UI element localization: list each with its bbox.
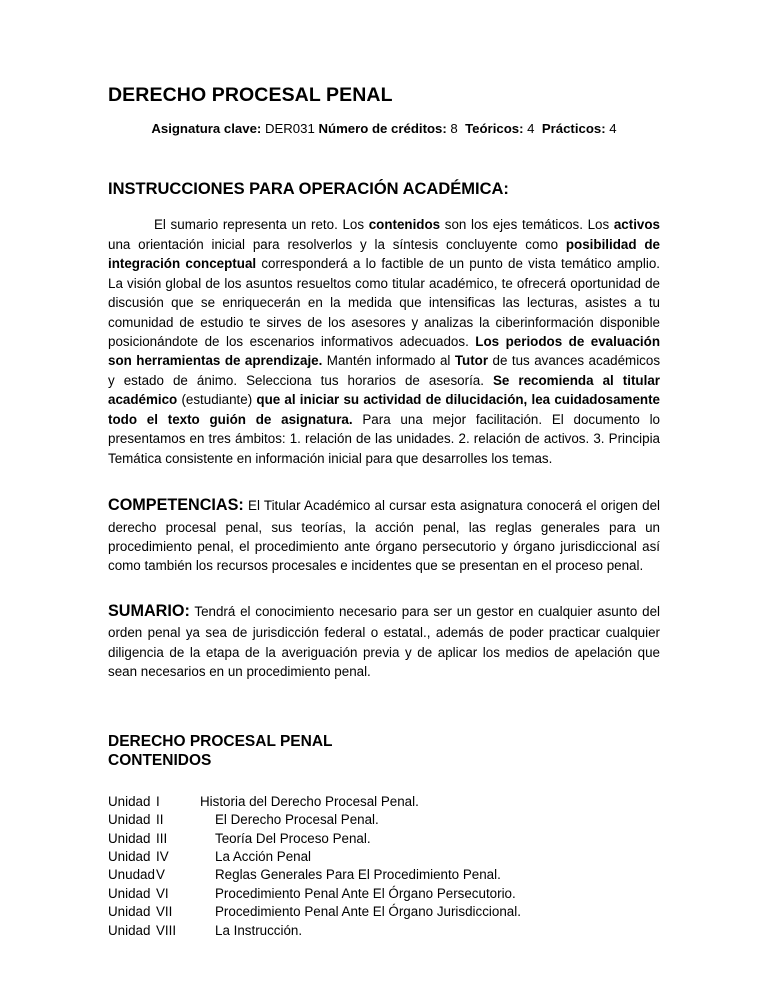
instr-bold-periodos: Los periodos de evaluación son herramientas de aprendizaje. xyxy=(108,334,660,369)
asignatura-clave-value-text: DER031 xyxy=(264,121,315,137)
list-item xyxy=(108,903,660,921)
list-item xyxy=(108,922,660,940)
practicos-value: 4 xyxy=(609,121,617,137)
unit-number: III xyxy=(156,830,168,846)
list-item xyxy=(108,866,660,884)
instr-text-2: son los ejes temáticos. Los xyxy=(440,217,614,233)
unit-number: IV xyxy=(156,849,169,865)
document-content xyxy=(108,0,660,940)
unit-title: Procedimiento Penal Ante El Órgano Persecutorio. xyxy=(215,885,516,901)
competencias-text: El Titular Académico al cursar esta asignatura conocerá el origen del derecho procesal penal, sus teorías, la acción penal, las reglas generales para un procedimiento penal, el procedimiento ante órgano persecutorio y órgano jurisdiccional así como también los recursos procesales e incidentes que se presentan en el proceso penal. xyxy=(108,498,660,574)
asignatura-clave-label: Asignatura clave: xyxy=(151,121,262,137)
instr-text-3: una orientación inicial para resolverlos y la síntesis concluyente como xyxy=(108,236,566,252)
practicos-label: Prácticos: xyxy=(541,121,606,137)
unit-word: Unudad xyxy=(108,867,155,883)
unit-number: II xyxy=(156,812,164,828)
contenidos-heading xyxy=(108,682,660,771)
unit-word: Unidad xyxy=(108,922,151,938)
list-item xyxy=(108,885,660,903)
unit-word: Unidad xyxy=(108,885,151,901)
instr-bold-tutor: Tutor xyxy=(454,353,489,369)
unit-word: Unidad xyxy=(108,830,151,846)
unit-number: VIII xyxy=(156,922,177,938)
sumario-label: SUMARIO: xyxy=(108,601,190,620)
sumario-paragraph xyxy=(108,576,660,682)
instr-text-8: Para una mejor facilitación. El documento lo presentamos en tres ámbitos: 1. relación de las unidades. 2. relación de activos. 3. Principia Temática consistente en información inicial para que desarrolles los temas. xyxy=(108,411,660,466)
creditos-value: 8 xyxy=(450,121,458,137)
list-item xyxy=(108,848,660,866)
instr-text-4: corresponderá a lo factible de un punto de vista temático amplio. La visión global de los asuntos resueltos como titular académico, te ofrecerá oportunidad de discusión que se enriquecerán en la medida que intensificas las lecturas, asistes a tu comunidad de estudio te sirves de los asesores y analizas la ciberinformación disponible posicionándote de los escenarios informativos adecuados. xyxy=(108,256,660,349)
list-item xyxy=(108,830,660,848)
unit-word: Unidad xyxy=(108,849,151,865)
instr-bold-recomienda: Se recomienda al titular académico xyxy=(108,372,660,408)
unit-number: VI xyxy=(156,885,169,901)
instrucciones-heading: INSTRUCCIONES PARA OPERACIÓN ACADÉMICA: xyxy=(108,179,509,198)
instrucciones-paragraph xyxy=(108,199,660,468)
instr-text-1: El sumario representa un reto. Los xyxy=(154,217,369,233)
page-title: DERECHO PROCESAL PENAL xyxy=(108,84,393,106)
unit-title: Historia del Derecho Procesal Penal. xyxy=(200,794,419,809)
unit-word: Unidad xyxy=(108,794,151,809)
list-item xyxy=(108,811,660,829)
creditos-label: Número de créditos: xyxy=(318,121,447,137)
unit-title: La Acción Penal xyxy=(215,849,312,865)
teoricos-value: 4 xyxy=(527,121,535,137)
contenidos-heading-line2: CONTENIDOS xyxy=(108,752,212,770)
unit-number: V xyxy=(156,867,165,883)
unit-title: Teoría Del Proceso Penal. xyxy=(215,830,371,846)
unit-title: Procedimiento Penal Ante El Órgano Jurisdiccional. xyxy=(215,904,521,920)
instr-bold-posibilidad: posibilidad de integración conceptual xyxy=(108,236,661,272)
instr-text-6: de tus avances académicos y estado de ánimo. Selecciona tus horarios de asesoría. xyxy=(108,353,661,388)
unit-title: Reglas Generales Para El Procedimiento Penal. xyxy=(215,867,501,883)
list-item xyxy=(108,793,660,811)
contenidos-heading-line1: DERECHO PROCESAL PENAL xyxy=(108,732,333,750)
teoricos-label: Teóricos: xyxy=(465,121,524,137)
instr-text-7: (estudiante) xyxy=(177,392,257,408)
instr-bold-contenidos: contenidos xyxy=(368,217,441,233)
instr-bold-actividad: que al iniciar su actividad de dilucidación, lea cuidadosamente todo el texto guión de asignatura. xyxy=(108,392,660,427)
competencias-label: COMPETENCIAS: xyxy=(108,496,244,515)
instr-bold-activos: activos xyxy=(613,217,660,233)
unit-title: El Derecho Procesal Penal. xyxy=(215,812,379,828)
unit-word: Unidad xyxy=(108,904,151,920)
unit-title: La Instrucción. xyxy=(215,922,303,938)
competencias-paragraph xyxy=(108,468,660,576)
course-key-line xyxy=(108,106,660,137)
unit-number: VII xyxy=(156,904,173,920)
unit-list xyxy=(108,771,660,940)
sumario-text: Tendrá el conocimiento necesario para ser un gestor en cualquier asunto del orden penal ya sea de jurisdicción federal o estatal., además de poder practicar cualquier diligencia de la etapa de la averiguación previa y de aplicar los medios de apelación que sean necesarios en un procedimiento penal. xyxy=(108,603,660,680)
instr-text-5: Mantén informado al xyxy=(322,353,455,369)
unit-number: I xyxy=(156,794,160,809)
unit-word: Unidad xyxy=(108,812,151,828)
